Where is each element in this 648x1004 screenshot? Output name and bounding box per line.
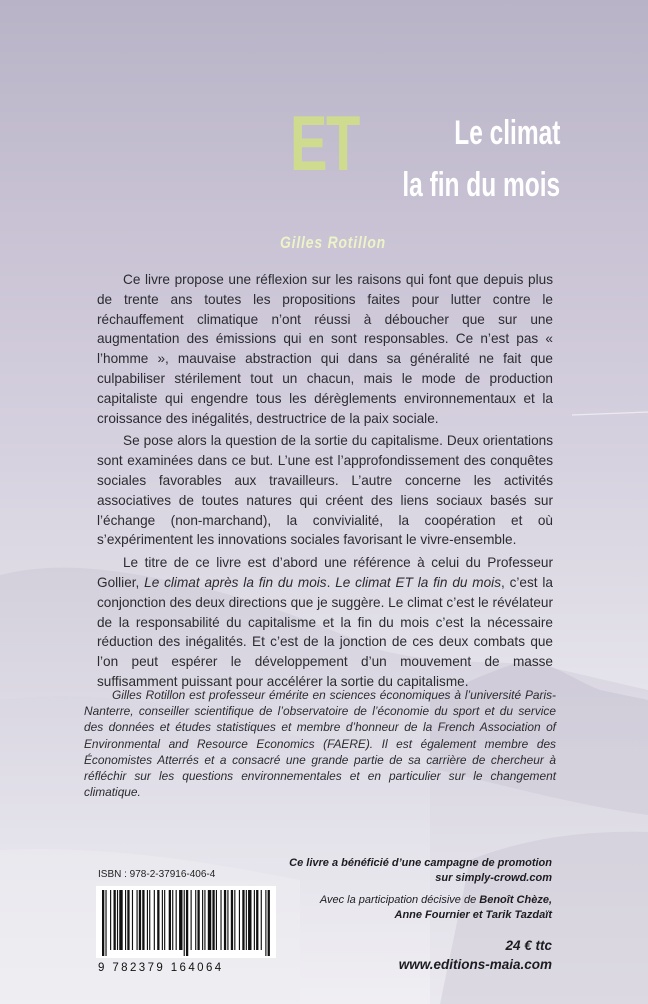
barcode-bar	[220, 890, 221, 950]
barcode-bar	[212, 890, 214, 950]
title-line-2: la fin du mois	[402, 166, 560, 204]
barcode-bar	[224, 890, 226, 950]
paragraph-3-start: Le titre de ce livre est d’abord une référence à celui du Professeur Gollier,	[97, 555, 553, 590]
paragraph-3-end: , c’est la conjonction des deux directions que je suggère. Le climat c’est le révélateur de la responsabilité du capitalisme et la fin du mois c’est la nécessaire réduction des inégalités. Et c’est de la jonction de ces deux combats que l’on peut espérer le développement d’un mouvement de masse suffisamment puissant pour accélérer la sortie du capitalisme.	[97, 574, 553, 689]
summary-paragraph-1: Ce livre propose une réflexion sur les raisons qui font que depuis plus de trente ans toutes les propositions faites pour lutter contre le réchauffement climatique n’ont réussi à déboucher que sur une augmentation des émissions qui en sont responsables. Ce n’est pas « l’homme », mauvaise abstraction qui dans sa généralité ne fait que culpabiliser stérilement tout un chacun, mais le mode de production capitaliste qui engendre tous les dérèglements environnementaux et la croissance des inégalités, destructrice de la paix sociale.	[97, 272, 553, 426]
price: 24 € ttc	[505, 938, 552, 953]
barcode-bar	[179, 890, 182, 950]
barcode-bar	[102, 890, 104, 956]
paragraph-3-italic-title-1: Le climat après la fin du mois	[144, 574, 327, 590]
barcode-bar	[132, 890, 133, 950]
barcode-bar	[162, 890, 163, 950]
partner-name-1: Benoît Chèze,	[479, 894, 552, 906]
barcode-bar	[184, 890, 185, 956]
paragraph-3-mid: .	[326, 574, 336, 590]
barcode-bar	[204, 890, 205, 950]
barcode-bar	[137, 890, 138, 950]
barcode-bar	[195, 890, 196, 950]
author-name: Gilles Rotillon	[280, 233, 387, 252]
barcode-bar	[154, 890, 155, 950]
partner-names-2: Anne Fournier et Tarik Tazdaït	[394, 909, 552, 921]
summary-paragraph-2: Se pose alors la question de la sortie du capitalisme. Deux orientations sont examinées dans ce but. L’une est l’approfondissement des conquêtes sociales favorables aux travailleurs. L’autre concerne les activités associatives de toutes natures qui créent des liens sociaux basés sur l’échange (non-marchand), la convivialité, la coopération et où s’expérimentent les innovations sociales favorisant le vivre-ensemble.	[97, 433, 553, 548]
partners-line-1	[232, 893, 552, 908]
barcode-bar	[164, 890, 165, 950]
promo-line-2: sur simply-crowd.com	[435, 872, 552, 884]
barcode-bar	[139, 890, 141, 950]
barcode-bar	[142, 890, 144, 950]
barcode-bar	[149, 890, 150, 950]
barcode-bar	[117, 890, 118, 950]
barcode-bar	[147, 890, 148, 950]
barcode-bar	[127, 890, 129, 950]
crowdfunding-note	[252, 856, 552, 886]
barcode-digits: 9 782379 164064	[98, 962, 224, 974]
partners-credit	[232, 893, 552, 923]
barcode-bar	[176, 890, 177, 950]
book-title	[290, 99, 560, 214]
barcode-bar	[169, 890, 171, 950]
publisher-website: www.editions-maia.com	[398, 957, 552, 972]
title-et: ET	[290, 99, 359, 187]
title-line-1: Le climat	[453, 114, 560, 152]
partners-prefix: Avec la participation décisive de	[319, 894, 480, 906]
barcode-bar	[105, 890, 106, 956]
partners-line-2	[232, 908, 552, 923]
barcode-bar	[202, 890, 203, 950]
summary-paragraph-3	[97, 553, 553, 692]
barcode-bar	[125, 890, 126, 950]
back-cover-summary	[97, 270, 553, 695]
barcode-bar	[227, 890, 228, 950]
barcode-bar	[216, 890, 217, 950]
promo-line-1: Ce livre a bénéficié d’une campagne de promotion	[289, 857, 552, 869]
barcode-bar	[114, 890, 116, 950]
isbn-label: ISBN : 978-2-37916-406-4	[98, 869, 216, 880]
barcode-bar	[191, 890, 192, 950]
barcode-bar	[110, 890, 111, 950]
paragraph-3-italic-title-2: Le climat ET la fin du mois	[335, 574, 501, 590]
barcode-bar	[197, 890, 199, 950]
barcode-bar	[119, 890, 122, 950]
barcode-bar	[172, 890, 173, 950]
barcode-bar	[157, 890, 159, 950]
author-biography: Gilles Rotillon est professeur émérite en sciences économiques à l’université Paris-Nanterre, conseiller scientifique de l’observatoire de l’économie du sport et du service des données et études statistiques et membre d’honneur de la French Association of Environmental and Resource Economics (FAERE). Il est également membre des Économistes Atterrés et a consacré une grande partie de sa carrière de chercheur à réfléchir sur les questions environnementales et en particulier sur le changement climatique.	[84, 688, 556, 800]
barcode-bar	[186, 890, 188, 956]
barcode-bar	[208, 890, 211, 950]
